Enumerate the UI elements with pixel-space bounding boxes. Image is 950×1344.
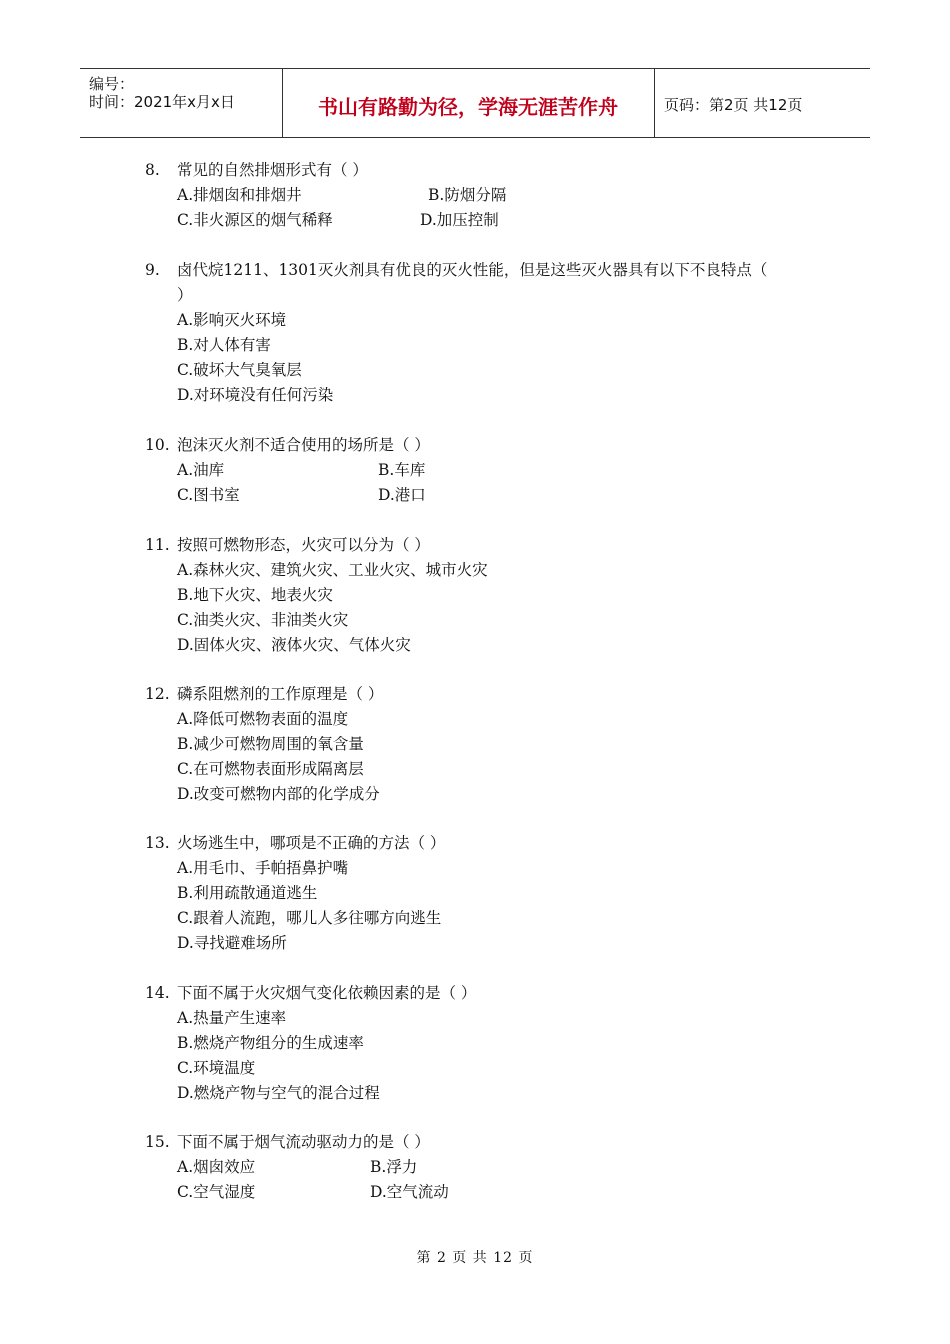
option-d: D.寻找避难场所 xyxy=(177,934,287,952)
option-b: B.对人体有害 xyxy=(177,336,271,354)
option-b: B.地下火灾、地表火灾 xyxy=(177,586,333,604)
header-page-code: 页码：第2页 共12页 xyxy=(664,96,803,114)
option-a: A.热量产生速率 xyxy=(177,1009,287,1027)
option-c: C.非火源区的烟气稀释 xyxy=(177,211,333,229)
option-a: A.烟囱效应 xyxy=(177,1158,256,1176)
option-c: C.在可燃物表面形成隔离层 xyxy=(177,760,364,778)
question-number: 13. xyxy=(145,834,170,852)
option-b: B.车库 xyxy=(378,461,426,479)
option-b: B.燃烧产物组分的生成速率 xyxy=(177,1034,364,1052)
question-stem: 下面不属于火灾烟气变化依赖因素的是（ ） xyxy=(177,984,477,1002)
option-a: A.油库 xyxy=(177,461,225,479)
question-number: 15. xyxy=(145,1133,170,1151)
option-c: C.油类火灾、非油类火灾 xyxy=(177,611,349,629)
question-number: 11. xyxy=(145,536,170,554)
question-stem: 按照可燃物形态，火灾可以分为（ ） xyxy=(177,536,430,554)
question-stem: 磷系阻燃剂的工作原理是（ ） xyxy=(177,685,384,703)
header-motto-cell xyxy=(282,69,655,137)
option-a: A.森林火灾、建筑火灾、工业火灾、城市火灾 xyxy=(177,561,488,579)
page-footer: 第 2 页 共 12 页 xyxy=(416,1250,534,1266)
option-d: D.空气流动 xyxy=(370,1183,449,1201)
question-stem: 泡沫灭火剂不适合使用的场所是（ ） xyxy=(177,436,430,454)
option-c: C.破坏大气臭氧层 xyxy=(177,361,302,379)
question-stem: 下面不属于烟气流动驱动力的是（ ） xyxy=(177,1133,430,1151)
option-c: C.图书室 xyxy=(177,486,240,504)
question-number: 8. xyxy=(145,161,160,179)
question-stem: 卤代烷1211、1301灭火剂具有优良的灭火性能，但是这些灭火器具有以下不良特点（ xyxy=(177,261,768,279)
question-stem: 常见的自然排烟形式有（ ） xyxy=(177,161,368,179)
question-number: 14. xyxy=(145,984,170,1002)
option-a: A.用毛巾、手帕捂鼻护嘴 xyxy=(177,859,349,877)
option-d: D.改变可燃物内部的化学成分 xyxy=(177,785,380,803)
option-d: D.港口 xyxy=(378,486,426,504)
question-number: 10. xyxy=(145,436,170,454)
document-date: 时间：2021年x月x日 xyxy=(89,93,235,111)
option-c: C.空气湿度 xyxy=(177,1183,256,1201)
option-b: B.利用疏散通道逃生 xyxy=(177,884,318,902)
option-d: D.对环境没有任何污染 xyxy=(177,386,334,404)
option-d: D.加压控制 xyxy=(420,211,499,229)
option-b: B.减少可燃物周围的氧含量 xyxy=(177,735,364,753)
option-a: A.排烟囱和排烟井 xyxy=(177,186,302,204)
option-c: C.跟着人流跑，哪儿人多往哪方向逃生 xyxy=(177,909,442,927)
option-a: A.降低可燃物表面的温度 xyxy=(177,710,349,728)
option-d: D.燃烧产物与空气的混合过程 xyxy=(177,1084,380,1102)
document-number-label: 编号： xyxy=(89,75,135,93)
question-stem: 火场逃生中，哪项是不正确的方法（ ） xyxy=(177,834,446,852)
question-number: 12. xyxy=(145,685,170,703)
option-b: B.防烟分隔 xyxy=(428,186,507,204)
header-info-cell xyxy=(80,69,283,137)
option-d: D.固体火灾、液体火灾、气体火灾 xyxy=(177,636,411,654)
option-c: C.环境温度 xyxy=(177,1059,256,1077)
page-header xyxy=(80,68,870,138)
question-stem-continuation: ） xyxy=(177,286,193,304)
option-a: A.影响灭火环境 xyxy=(177,311,287,329)
option-b: B.浮力 xyxy=(370,1158,418,1176)
header-page-cell xyxy=(654,69,870,137)
motto: 书山有路勤为径，学海无涯苦作舟 xyxy=(318,95,618,119)
question-number: 9. xyxy=(145,261,160,279)
